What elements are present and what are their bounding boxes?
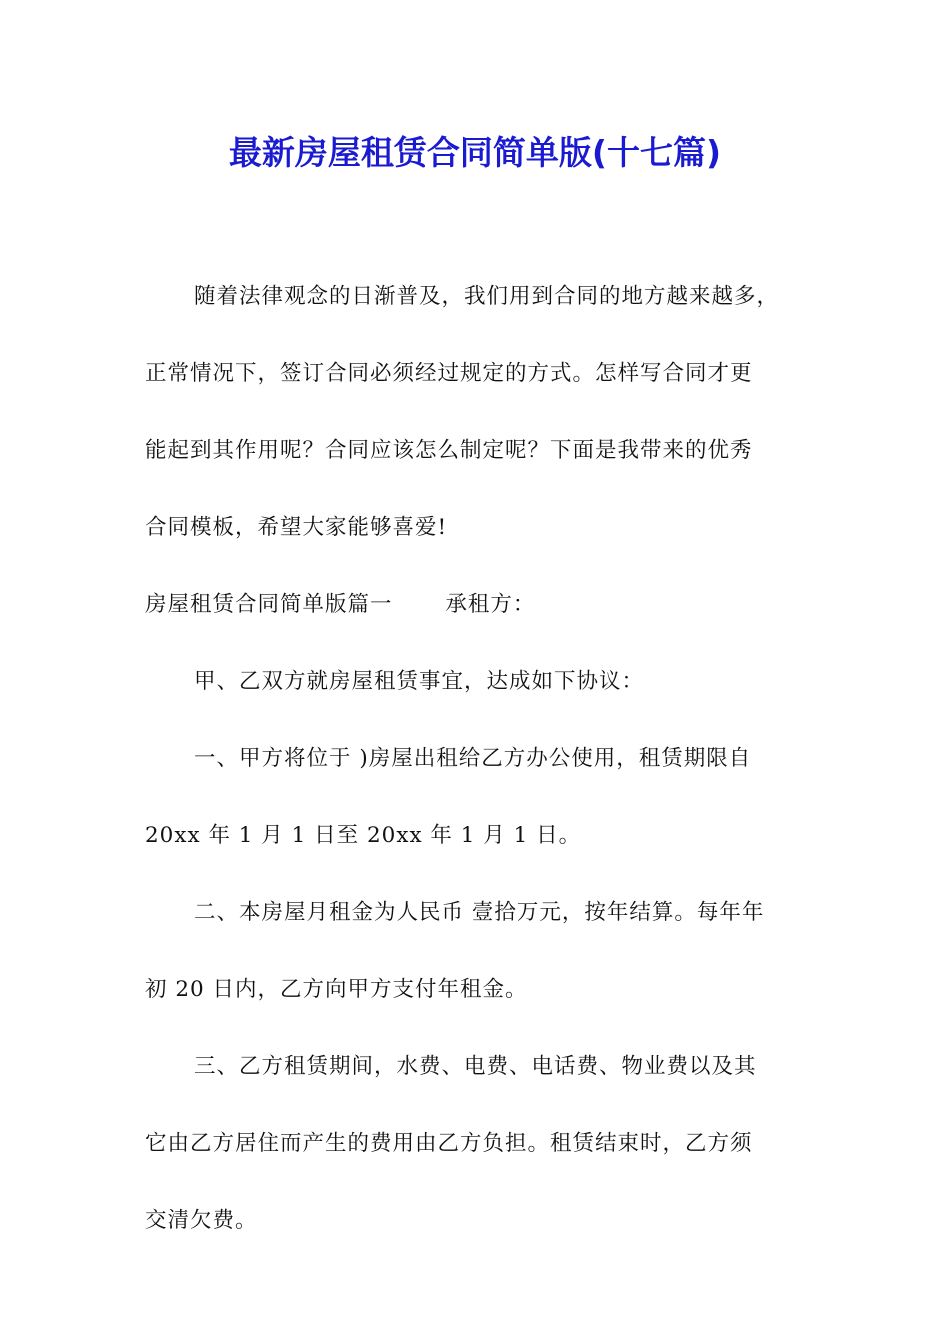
clause-line: 20xx 年 1 月 1 日至 20xx 年 1 月 1 日。 [145, 823, 582, 848]
clause-line: 三、乙方租赁期间，水费、电费、电话费、物业费以及其 [194, 1054, 757, 1079]
paragraph-line: 随着法律观念的日渐普及，我们用到合同的地方越来越多， [194, 284, 780, 309]
clause-line: 初 20 日内，乙方向甲方支付年租金。 [145, 977, 528, 1002]
clause-line: 二、本房屋月租金为人民币 壹拾万元，按年结算。每年年 [194, 900, 765, 925]
paragraph-line: 能起到其作用呢？合同应该怎么制定呢？下面是我带来的优秀 [145, 438, 753, 463]
clause-line: 交清欠费。 [145, 1208, 258, 1233]
paragraph-line: 合同模板，希望大家能够喜爱! [145, 515, 448, 540]
paragraph-line: 正常情况下，签订合同必须经过规定的方式。怎样写合同才更 [145, 361, 753, 386]
document-title: 最新房屋租赁合同简单版(十七篇) [228, 133, 722, 172]
clause-line: 一、甲方将位于 )房屋出租给乙方办公使用，租赁期限自 [194, 746, 752, 771]
section-heading-line: 房屋租赁合同简单版篇一 承租方： [145, 592, 536, 617]
document-body [145, 258, 825, 1259]
clause-line: 它由乙方居住而产生的费用由乙方负担。租赁结束时，乙方须 [145, 1131, 753, 1156]
paragraph-line: 甲、乙双方就房屋租赁事宜，达成如下协议： [194, 669, 645, 694]
